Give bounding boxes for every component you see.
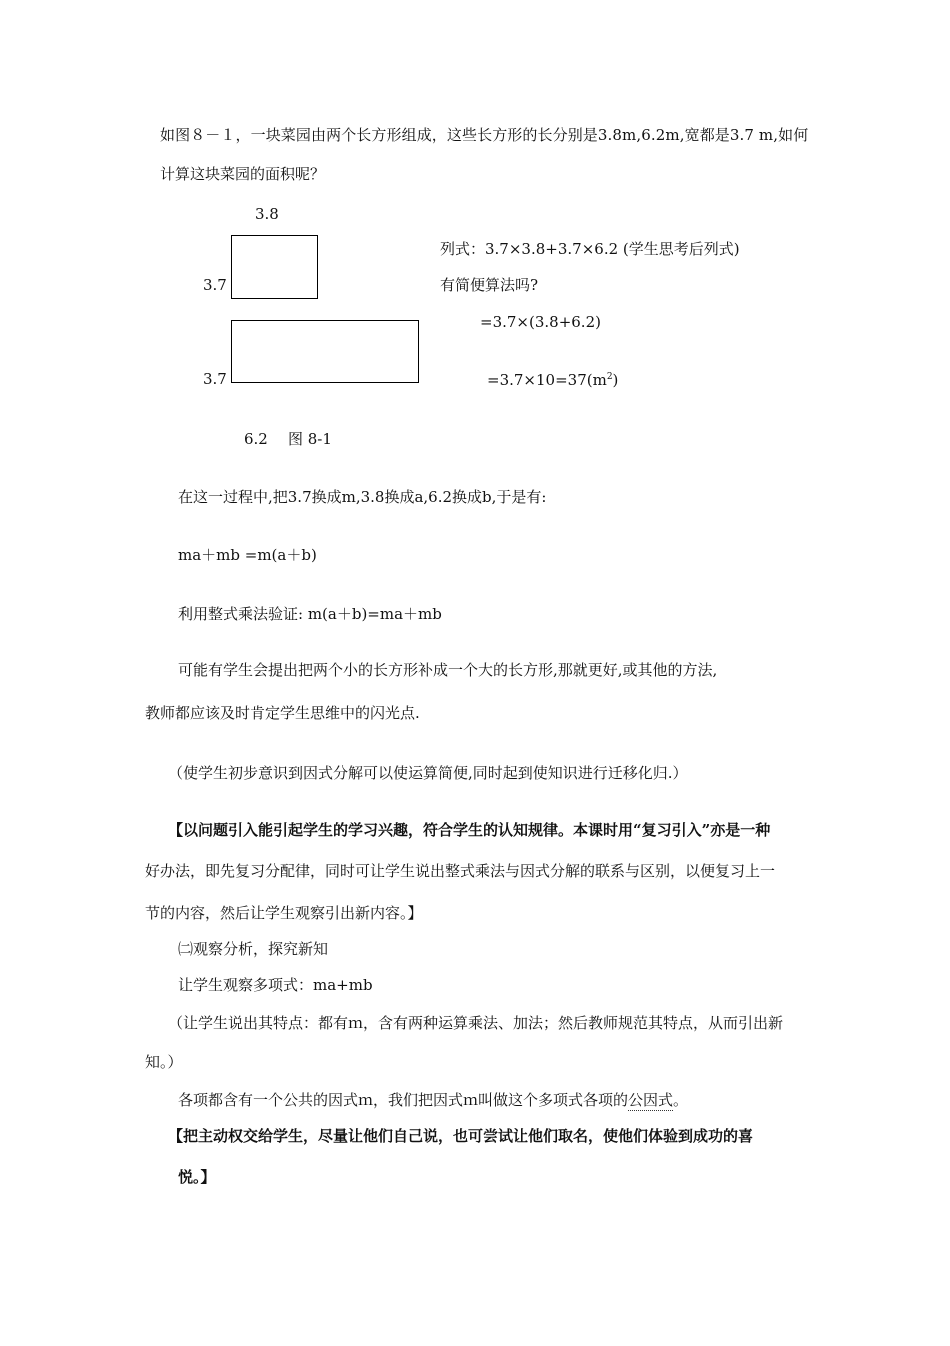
solution-formula: 列式：3.7×3.8+3.7×6.2 (学生思考后列式) <box>440 240 740 258</box>
verify-sentence: 利用整式乘法验证: m(a＋b)=ma＋mb <box>178 605 442 623</box>
common-factor-term: 公因式 <box>628 1091 674 1109</box>
top-rect-width-label: 3.7 <box>203 276 227 294</box>
para1-line-1: 可能有学生会提出把两个小的长方形补成一个大的长方形,那就更好,或其他的方法, <box>178 661 718 679</box>
bottom-rect-length-label: 6.2 <box>244 430 268 448</box>
bottom-rectangle <box>231 320 419 383</box>
bracket1-line-3: 节的内容，然后让学生观察引出新内容。】 <box>145 904 423 922</box>
solution-question: 有简便算法吗? <box>440 276 539 294</box>
figure-caption: 图 8-1 <box>288 430 332 448</box>
note-2-line-2: 知。） <box>145 1053 183 1071</box>
section-heading: ㈡观察分析，探究新知 <box>178 940 329 958</box>
bottom-rect-width-label: 3.7 <box>203 370 227 388</box>
common-factor-sentence: 各项都含有一个公共的因式ｍ，我们把因式ｍ叫做这个多项式各项的公因式。 <box>178 1091 689 1109</box>
solution-step-2: $=3.7\times 10=37(m^2)$ <box>487 371 619 389</box>
observe-sentence: 让学生观察多项式：ma+mb <box>178 976 373 994</box>
top-rect-length-label: 3.8 <box>255 205 279 223</box>
bracket2-line-1: 【把主动权交给学生，尽量让他们自己说，也可尝试让他们取名，使他们体验到成功的喜 <box>168 1127 754 1145</box>
intro-line-1: 如图８－１，一块菜园由两个长方形组成，这些长方形的长分别是3.8m,6.2m,宽都是3.7 m,如何 <box>160 126 809 144</box>
para1-line-2: 教师都应该及时肯定学生思维中的闪光点. <box>145 704 420 722</box>
solution-step-1: =3.7×(3.8+6.2) <box>480 313 601 331</box>
replace-sentence: 在这一过程中,把3.7换成m,3.8换成a,6.2换成b,于是有: <box>178 488 547 506</box>
bracket1-line-1: 【以问题引入能引起学生的学习兴趣，符合学生的认知规律。本课时用“复习引入”亦是一种 <box>168 821 771 839</box>
note-2-line-1: （让学生说出其特点：都有ｍ，含有两种运算乘法、加法；然后教师规范其特点，从而引出新 <box>168 1014 784 1032</box>
identity-formula: ma＋mb =m(a＋b) <box>178 546 317 564</box>
bracket2-line-2: 悦。】 <box>178 1168 216 1186</box>
note-1: （使学生初步意识到因式分解可以使运算简便,同时起到使知识进行迁移化归.） <box>168 764 688 782</box>
bracket1-line-2: 好办法，即先复习分配律，同时可让学生说出整式乘法与因式分解的联系与区别，以便复习上一 <box>145 862 776 880</box>
intro-line-2: 计算这块菜园的面积呢？ <box>160 165 326 183</box>
top-rectangle <box>231 235 318 299</box>
square-exponent: 2 <box>606 372 613 382</box>
